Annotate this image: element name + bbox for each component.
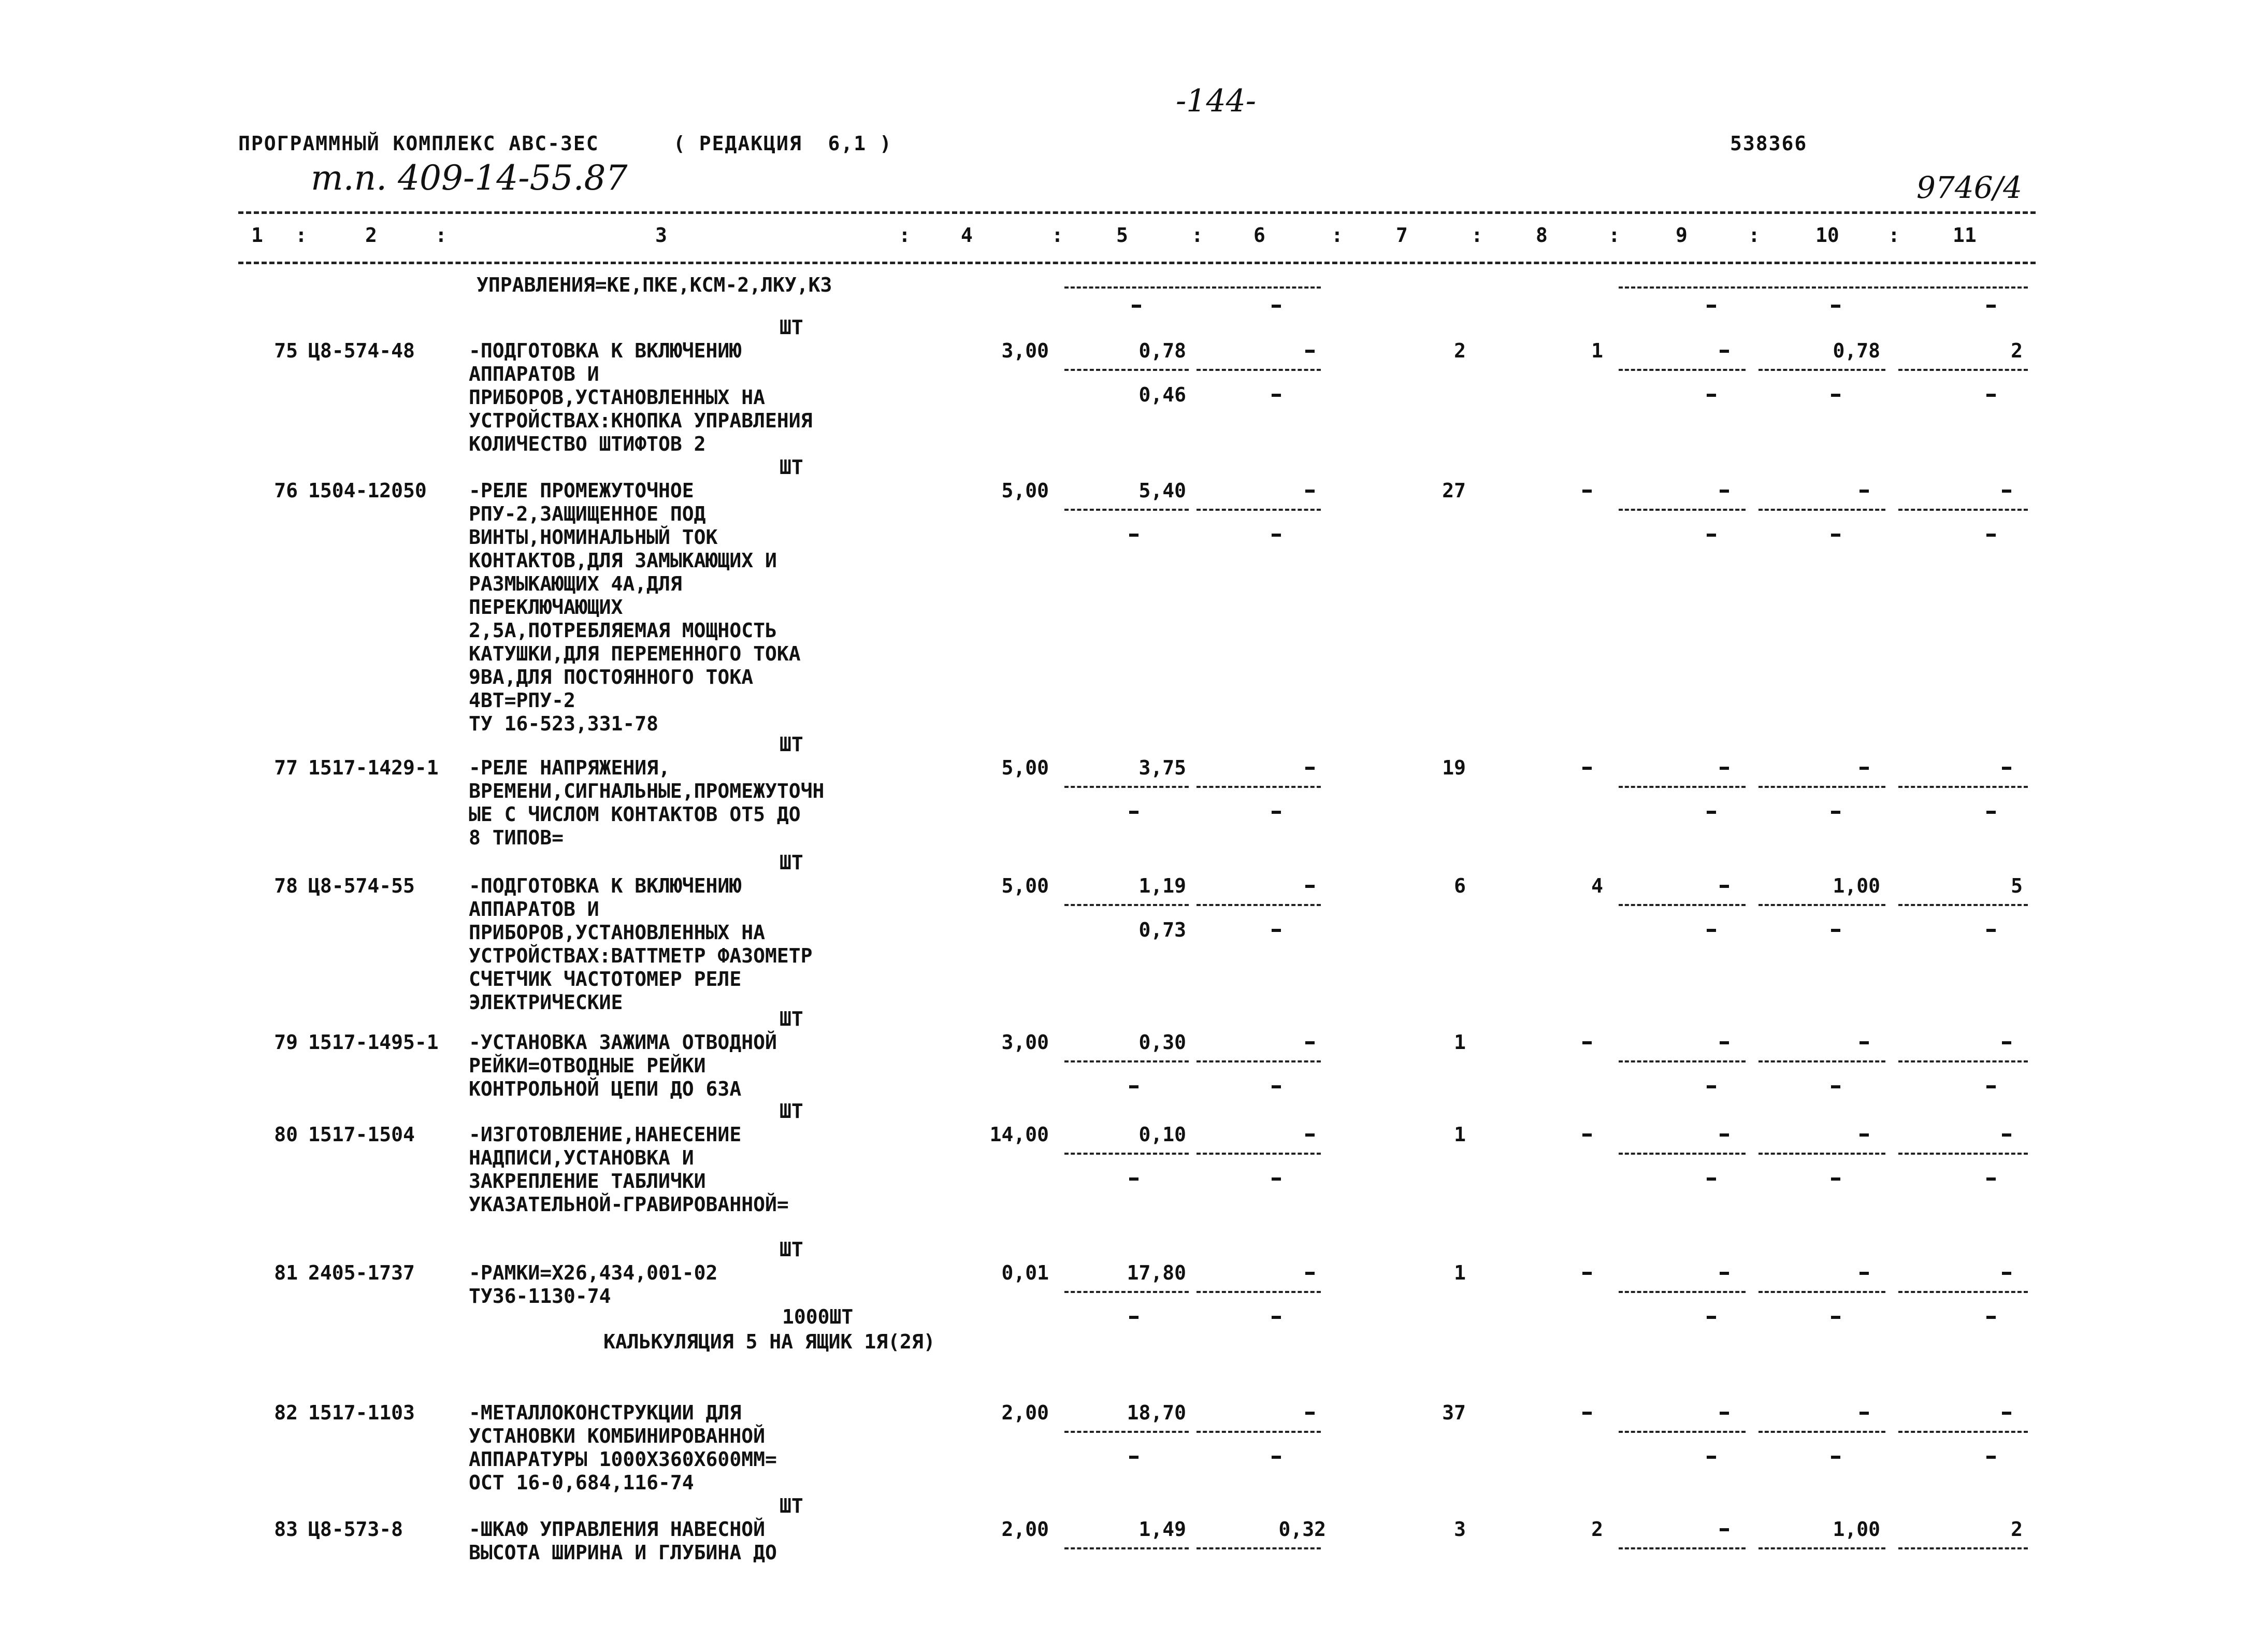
dash-mark (1582, 1412, 1592, 1415)
cell-c5: 0,10 (1138, 1123, 1186, 1146)
cell-c7: 1 (1454, 1031, 1466, 1054)
cell-divider (1898, 1060, 2028, 1062)
cell-divider (1619, 1431, 1746, 1433)
cell-c7: 3 (1454, 1518, 1466, 1541)
unit-label-1000: 1000ШТ (782, 1305, 854, 1328)
cell-c5: 18,70 (1127, 1401, 1186, 1424)
row-number: 78 (274, 874, 298, 897)
col-header-10: 10 (1815, 224, 1839, 247)
dash-mark (1272, 534, 1281, 537)
dash-mark (1582, 767, 1592, 770)
work-description: -ШКАФ УПРАВЛЕНИЯ НАВЕСНОЙ ВЫСОТА ШИРИНА И ГЛУБИНА ДО (469, 1518, 777, 1564)
cell-divider (1064, 1153, 1189, 1155)
cell-divider (1758, 786, 1885, 788)
col-separator: : (435, 224, 447, 247)
cell-c4: 0,01 (1001, 1261, 1049, 1284)
dash-mark (1831, 394, 1840, 397)
dash-mark (1272, 1456, 1281, 1459)
cell-c5b: 0,73 (1138, 918, 1186, 941)
cell-divider (1619, 1060, 1746, 1062)
cell-divider (1898, 369, 2028, 371)
cell-divider (1619, 904, 1746, 906)
cell-c10: 1,00 (1833, 1518, 1880, 1541)
cell-divider (1064, 286, 1321, 289)
col-header-5: 5 (1116, 224, 1128, 247)
dash-mark (1272, 394, 1281, 397)
row-number: 82 (274, 1401, 298, 1424)
dash-mark (1129, 811, 1138, 814)
col-separator: : (899, 224, 911, 247)
program-title: ПРОГРАММНЫЙ КОМПЛЕКС АВС-ЗЕС (238, 132, 599, 155)
cell-c5: 3,75 (1138, 756, 1186, 779)
cell-c4: 14,00 (989, 1123, 1049, 1146)
cell-divider (1898, 904, 2028, 906)
dash-mark (2002, 1412, 2011, 1415)
col-header-1: 1 (251, 224, 263, 247)
cell-divider (1898, 1291, 2028, 1293)
cell-divider (1619, 286, 2028, 289)
dash-mark (1132, 305, 1141, 308)
dash-mark (1860, 1133, 1869, 1137)
project-number: т.п. 409-14-55.87 (311, 158, 628, 198)
dash-mark (1986, 1456, 1996, 1459)
unit-label: ШТ (780, 1100, 803, 1123)
cell-c4: 3,00 (1001, 1031, 1049, 1054)
calculation-title: КАЛЬКУЛЯЦИЯ 5 НА ЯЩИК 1Я(2Я) (603, 1330, 935, 1353)
dash-mark (1272, 1316, 1281, 1319)
cell-divider (1064, 509, 1189, 511)
dash-mark (1831, 811, 1840, 814)
dash-mark (1986, 1316, 1996, 1319)
dash-mark (1831, 1456, 1840, 1459)
document-code: 538366 (1730, 132, 1808, 155)
dash-mark (1831, 929, 1840, 932)
cell-c6: 0,32 (1278, 1518, 1326, 1541)
cell-c4: 2,00 (1001, 1518, 1049, 1541)
dash-mark (1707, 394, 1716, 397)
row-number: 79 (274, 1031, 298, 1054)
cell-c7: 19 (1442, 756, 1466, 779)
dash-mark (1707, 1456, 1716, 1459)
col-header-3: 3 (655, 224, 667, 247)
dash-mark (1986, 811, 1996, 814)
work-description: -ИЗГОТОВЛЕНИЕ,НАНЕСЕНИЕ НАДПИСИ,УСТАНОВКА И ЗАКРЕПЛЕНИЕ ТАБЛИЧКИ УКАЗАТЕЛЬНОЙ-ГРАВИРОВАННОЙ= (469, 1123, 789, 1216)
dash-mark (2002, 767, 2011, 770)
dash-mark (1129, 1456, 1138, 1459)
col-separator: : (295, 224, 307, 247)
resource-code: Ц8-574-55 (308, 874, 415, 897)
cell-c5: 1,19 (1138, 874, 1186, 897)
dash-mark (1272, 1177, 1281, 1181)
work-description: -РЕЛЕ НАПРЯЖЕНИЯ, ВРЕМЕНИ,СИГНАЛЬНЫЕ,ПРОМЕЖУТОЧН ЫЕ С ЧИСЛОМ КОНТАКТОВ ОТ5 ДО 8 ТИПОВ= (469, 756, 825, 849)
cell-divider (1197, 1291, 1321, 1293)
cell-divider (1197, 369, 1321, 371)
dash-mark (1707, 1177, 1716, 1181)
dash-mark (1582, 1041, 1592, 1044)
dash-mark (1831, 1177, 1840, 1181)
cell-c5: 17,80 (1127, 1261, 1186, 1284)
cell-divider (1898, 786, 2028, 788)
unit-label: ШТ (780, 851, 803, 874)
dash-mark (1129, 1085, 1138, 1088)
dash-mark (1129, 534, 1138, 537)
dash-mark (1720, 1412, 1729, 1415)
cell-c10: 0,78 (1833, 339, 1880, 362)
resource-code: 1517-1504 (308, 1123, 415, 1146)
cell-c8: 4 (1591, 874, 1603, 897)
work-description: -ПОДГОТОВКА К ВКЛЮЧЕНИЮ АППАРАТОВ И ПРИБОРОВ,УСТАНОВЛЕННЫХ НА УСТРОЙСТВАХ:КНОПКА УПРАВЛЕНИЯ КОЛИЧЕСТВО ШТИФТОВ 2 (469, 339, 813, 455)
work-description: -ПОДГОТОВКА К ВКЛЮЧЕНИЮ АППАРАТОВ И ПРИБОРОВ,УСТАНОВЛЕННЫХ НА УСТРОЙСТВАХ:ВАТТМЕТР ФАЗОМЕТР СЧЕТЧИК ЧАСТОТОМЕР РЕЛЕ ЭЛЕКТРИЧЕСКИЕ (469, 874, 813, 1014)
cell-divider (1758, 1153, 1885, 1155)
resource-code: 1517-1495-1 (308, 1031, 439, 1054)
unit-label: ШТ (780, 1008, 803, 1030)
dash-mark (2002, 1133, 2011, 1137)
unit-label: ШТ (780, 1238, 803, 1261)
cell-divider (1619, 1153, 1746, 1155)
cell-divider (1619, 786, 1746, 788)
dash-mark (1720, 1133, 1729, 1137)
dash-mark (1986, 394, 1996, 397)
cell-divider (1758, 904, 1885, 906)
row-number: 76 (274, 479, 298, 502)
resource-code: Ц8-574-48 (308, 339, 415, 362)
dash-mark (1129, 1177, 1138, 1181)
dash-mark (1707, 534, 1716, 537)
dash-mark (1720, 1272, 1729, 1275)
dash-mark (1720, 767, 1729, 770)
cell-c7: 6 (1454, 874, 1466, 897)
cell-divider (1064, 369, 1189, 371)
cell-divider (1758, 1547, 1885, 1549)
dash-mark (1860, 490, 1869, 493)
dash-mark (1582, 490, 1592, 493)
row-number: 81 (274, 1261, 298, 1284)
dash-mark (1720, 490, 1729, 493)
dash-mark (1582, 1133, 1592, 1137)
cell-divider (1898, 1547, 2028, 1549)
col-header-9: 9 (1676, 224, 1688, 247)
row-number: 77 (274, 756, 298, 779)
col-header-11: 11 (1953, 224, 1977, 247)
col-separator: : (1888, 224, 1900, 247)
dash-mark (1707, 1316, 1716, 1319)
cell-c7: 2 (1454, 339, 1466, 362)
col-header-7: 7 (1396, 224, 1408, 247)
cell-c5: 0,30 (1138, 1031, 1186, 1054)
cell-c7: 27 (1442, 479, 1466, 502)
dash-mark (1720, 1041, 1729, 1044)
cell-c7: 1 (1454, 1123, 1466, 1146)
dash-mark (1831, 1316, 1840, 1319)
cell-c7: 37 (1442, 1401, 1466, 1424)
cell-divider (1064, 1431, 1189, 1433)
cell-divider (1619, 1291, 1746, 1293)
cell-divider (1758, 509, 1885, 511)
resource-code: Ц8-573-8 (308, 1518, 403, 1541)
resource-code: 1504-12050 (308, 479, 427, 502)
cell-c11: 5 (2011, 874, 2023, 897)
cell-c11: 2 (2011, 1518, 2023, 1541)
unit-label: ШТ (780, 456, 803, 479)
resource-code: 2405-1737 (308, 1261, 415, 1284)
dash-mark (1831, 534, 1840, 537)
dash-mark (1707, 929, 1716, 932)
col-header-4: 4 (961, 224, 973, 247)
cell-c8: 1 (1591, 339, 1603, 362)
cell-divider (1197, 1153, 1321, 1155)
work-description: -РАМКИ=Х26,434,001-02 ТУ36-1130-74 (469, 1261, 718, 1308)
cell-divider (1197, 1547, 1321, 1549)
cell-c4: 2,00 (1001, 1401, 1049, 1424)
cell-c11: 2 (2011, 339, 2023, 362)
edition-label: ( РЕДАКЦИЯ 6,1 ) (673, 132, 892, 155)
col-separator: : (1748, 224, 1760, 247)
cell-divider (1197, 1431, 1321, 1433)
cell-c4: 5,00 (1001, 874, 1049, 897)
cell-divider (1758, 1291, 1885, 1293)
col-header-6: 6 (1253, 224, 1265, 247)
dash-mark (1986, 929, 1996, 932)
resource-code: 1517-1429-1 (308, 756, 439, 779)
cell-c4: 3,00 (1001, 339, 1049, 362)
unit-label: ШТ (780, 1495, 803, 1517)
cell-c5: 5,40 (1138, 479, 1186, 502)
col-header-8: 8 (1536, 224, 1548, 247)
col-separator: : (1471, 224, 1483, 247)
dash-mark (2002, 1272, 2011, 1275)
dash-mark (1986, 305, 1996, 308)
cell-c8: 2 (1591, 1518, 1603, 1541)
cell-divider (1898, 1431, 2028, 1433)
unit-label: ШТ (780, 316, 803, 339)
cell-c7: 1 (1454, 1261, 1466, 1284)
cell-c5: 1,49 (1138, 1518, 1186, 1541)
work-description: -МЕТАЛЛОКОНСТРУКЦИИ ДЛЯ УСТАНОВКИ КОМБИНИРОВАННОЙ АППАРАТУРЫ 1000Х360Х600ММ= ОСТ 16-0,684,116-74 (469, 1401, 777, 1494)
cell-divider (1197, 904, 1321, 906)
cell-divider (1197, 509, 1321, 511)
col-separator: : (1331, 224, 1343, 247)
dash-mark (1129, 1316, 1138, 1319)
row-number: 83 (274, 1518, 298, 1541)
dash-mark (1272, 1085, 1281, 1088)
cell-c5b: 0,46 (1138, 383, 1186, 406)
header-rule-bottom (238, 262, 2036, 264)
cell-divider (1758, 369, 1885, 371)
work-description: -РЕЛЕ ПРОМЕЖУТОЧНОЕ РПУ-2,ЗАЩИЩЕННОЕ ПОД ВИНТЫ,НОМИНАЛЬНЫЙ ТОК КОНТАКТОВ,ДЛЯ ЗАМЫКАЮЩИХ И РАЗМЫКАЮЩИХ 4А,ДЛЯ ПЕРЕКЛЮЧАЮЩИХ 2,5А,ПОТРЕБЛЯЕМАЯ МОЩНОСТЬ КАТУШКИ,ДЛЯ ПЕРЕМЕННОГО ТОКА 9ВА,ДЛЯ ПОСТОЯННОГО ТОКА 4ВТ=РПУ-2 ТУ 16-523,331-78 (469, 479, 801, 735)
dash-mark (1707, 305, 1716, 308)
dash-mark (2002, 1041, 2011, 1044)
dash-mark (1707, 811, 1716, 814)
dash-mark (1986, 1085, 1996, 1088)
cell-c10: 1,00 (1833, 874, 1880, 897)
cell-divider (1197, 1060, 1321, 1062)
dash-mark (1860, 1272, 1869, 1275)
dash-mark (1831, 305, 1840, 308)
header-rule-top (238, 211, 2036, 214)
sheet-number: 9746/4 (1916, 170, 2023, 205)
dash-mark (1986, 534, 1996, 537)
col-separator: : (1608, 224, 1620, 247)
row-number: 80 (274, 1123, 298, 1146)
cell-c4: 5,00 (1001, 479, 1049, 502)
dash-mark (1707, 1085, 1716, 1088)
dash-mark (2002, 490, 2011, 493)
cell-divider (1064, 1547, 1189, 1549)
cell-divider (1064, 1291, 1189, 1293)
unit-label: ШТ (780, 733, 803, 756)
cell-divider (1064, 904, 1189, 906)
dash-mark (1860, 1412, 1869, 1415)
page-number: -144- (1176, 83, 1257, 119)
cell-c5: 0,78 (1138, 339, 1186, 362)
work-description: -УСТАНОВКА ЗАЖИМА ОТВОДНОЙ РЕЙКИ=ОТВОДНЫЕ РЕЙКИ КОНТРОЛЬНОЙ ЦЕПИ ДО 63А (469, 1031, 777, 1100)
cell-divider (1064, 786, 1189, 788)
continuation-text: УПРАВЛЕНИЯ=КЕ,ПКЕ,КСМ-2,ЛКУ,КЗ (477, 274, 832, 296)
cell-divider (1758, 1431, 1885, 1433)
cell-divider (1619, 369, 1746, 371)
col-separator: : (1191, 224, 1203, 247)
resource-code: 1517-1103 (308, 1401, 415, 1424)
cell-divider (1619, 509, 1746, 511)
dash-mark (1272, 811, 1281, 814)
cell-divider (1758, 1060, 1885, 1062)
dash-mark (1831, 1085, 1840, 1088)
cell-c4: 5,00 (1001, 756, 1049, 779)
dash-mark (1582, 1272, 1592, 1275)
cell-divider (1197, 786, 1321, 788)
dash-mark (1860, 1041, 1869, 1044)
dash-mark (1860, 767, 1869, 770)
dash-mark (1986, 1177, 1996, 1181)
cell-divider (1064, 1060, 1189, 1062)
cell-divider (1898, 509, 2028, 511)
cell-divider (1619, 1547, 1746, 1549)
dash-mark (1272, 929, 1281, 932)
cell-divider (1898, 1153, 2028, 1155)
dash-mark (1272, 305, 1281, 308)
col-separator: : (1051, 224, 1063, 247)
col-header-2: 2 (365, 224, 377, 247)
row-number: 75 (274, 339, 298, 362)
